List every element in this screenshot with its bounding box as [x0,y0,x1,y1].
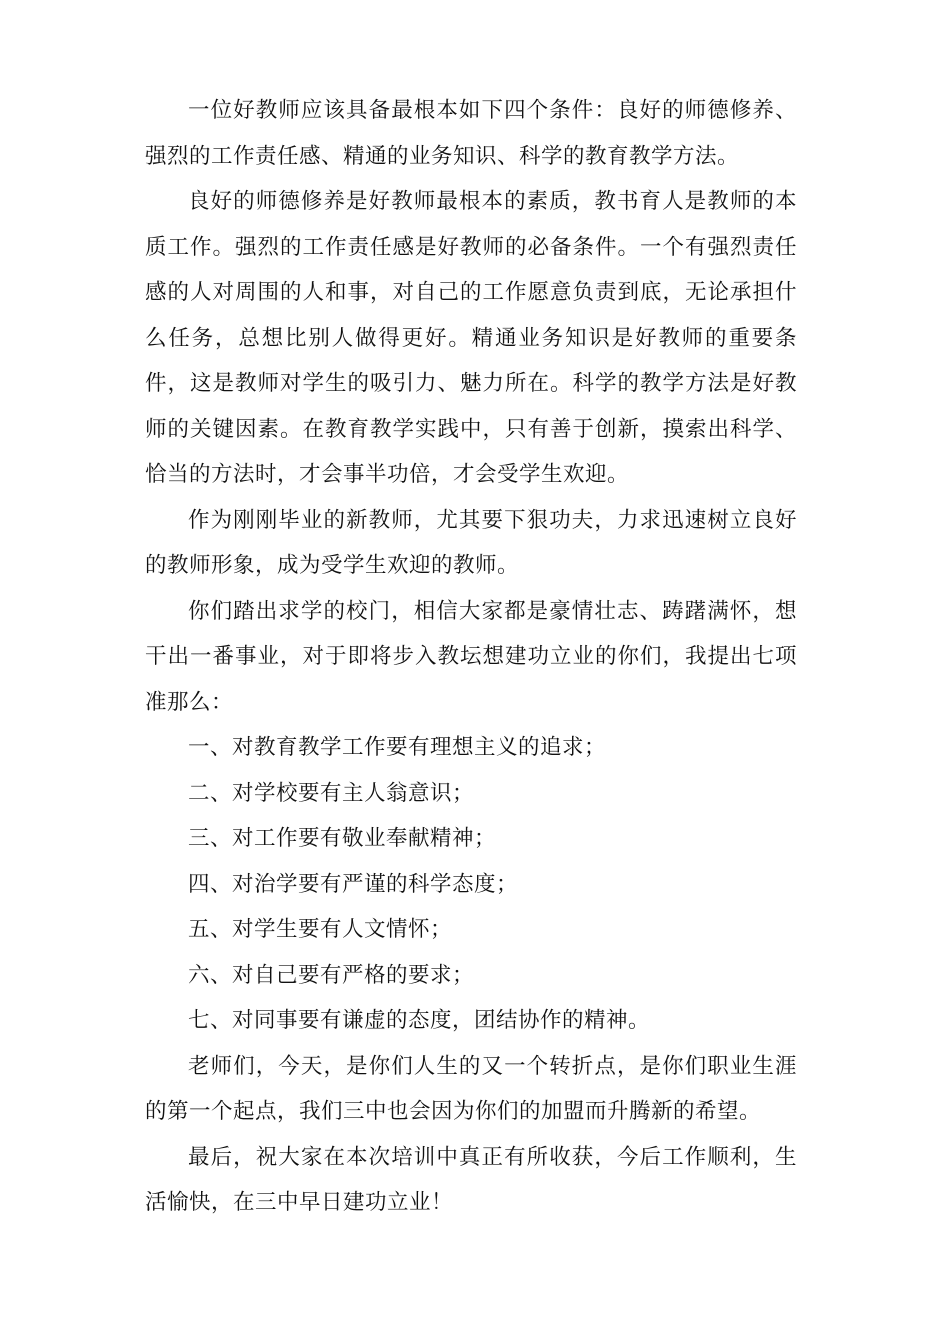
list-item-principle-3: 三、对工作要有敬业奉献精神； [188,826,497,851]
list-item-principle-7: 七、对同事要有谦虚的态度，团结协作的精神。 [188,1008,651,1033]
paragraph-seven-principles-intro: 你们踏出求学的校门，相信大家都是豪情壮志、踌躇满怀，想干出一番事业，对于即将步入教坛想建功立业的你们，我提出七项准那么： [145,598,797,715]
list-item-principle-5: 五、对学生要有人文情怀； [188,917,453,942]
paragraph-turning-point: 老师们，今天，是你们人生的又一个转折点，是你们职业生涯的第一个起点，我们三中也会因为你们的加盟而升腾新的希望。 [145,1053,797,1124]
list-item-principle-1: 一、对教育教学工作要有理想主义的追求； [188,735,607,760]
paragraph-qualities: 良好的师德修养是好教师最根本的素质，教书育人是教师的本质工作。强烈的工作责任感是好教师的必备条件。一个有强烈责任感的人对周围的人和事，对自己的工作愿意负责到底，无论承担什么任务，总想比别人做得更好。精通业务知识是好教师的重要条件，这是教师对学生的吸引力、魅力所在。科学的教学方法是好教师的关键因素。在教育教学实践中，只有善于创新，摸索出科学、恰当的方法时，才会事半功倍，才会受学生欢迎。 [145,189,797,487]
document-body [145,88,797,1226]
list-item-principle-4: 四、对治学要有严谨的科学态度； [188,871,519,897]
paragraph-closing-wishes: 最后，祝大家在本次培训中真正有所收获，今后工作顺利，生活愉快，在三中早日建功立业！ [145,1144,797,1215]
paragraph-conditions: 一位好教师应该具备最根本如下四个条件：良好的师德修养、强烈的工作责任感、精通的业务知识、科学的教育教学方法。 [145,98,797,169]
list-item-principle-6: 六、对自己要有严格的要求； [188,962,475,988]
list-item-principle-2: 二、对学校要有主人翁意识； [188,780,475,806]
paragraph-new-teachers: 作为刚刚毕业的新教师，尤其要下狠功夫，力求迅速树立良好的教师形象，成为受学生欢迎的教师。 [145,507,797,578]
